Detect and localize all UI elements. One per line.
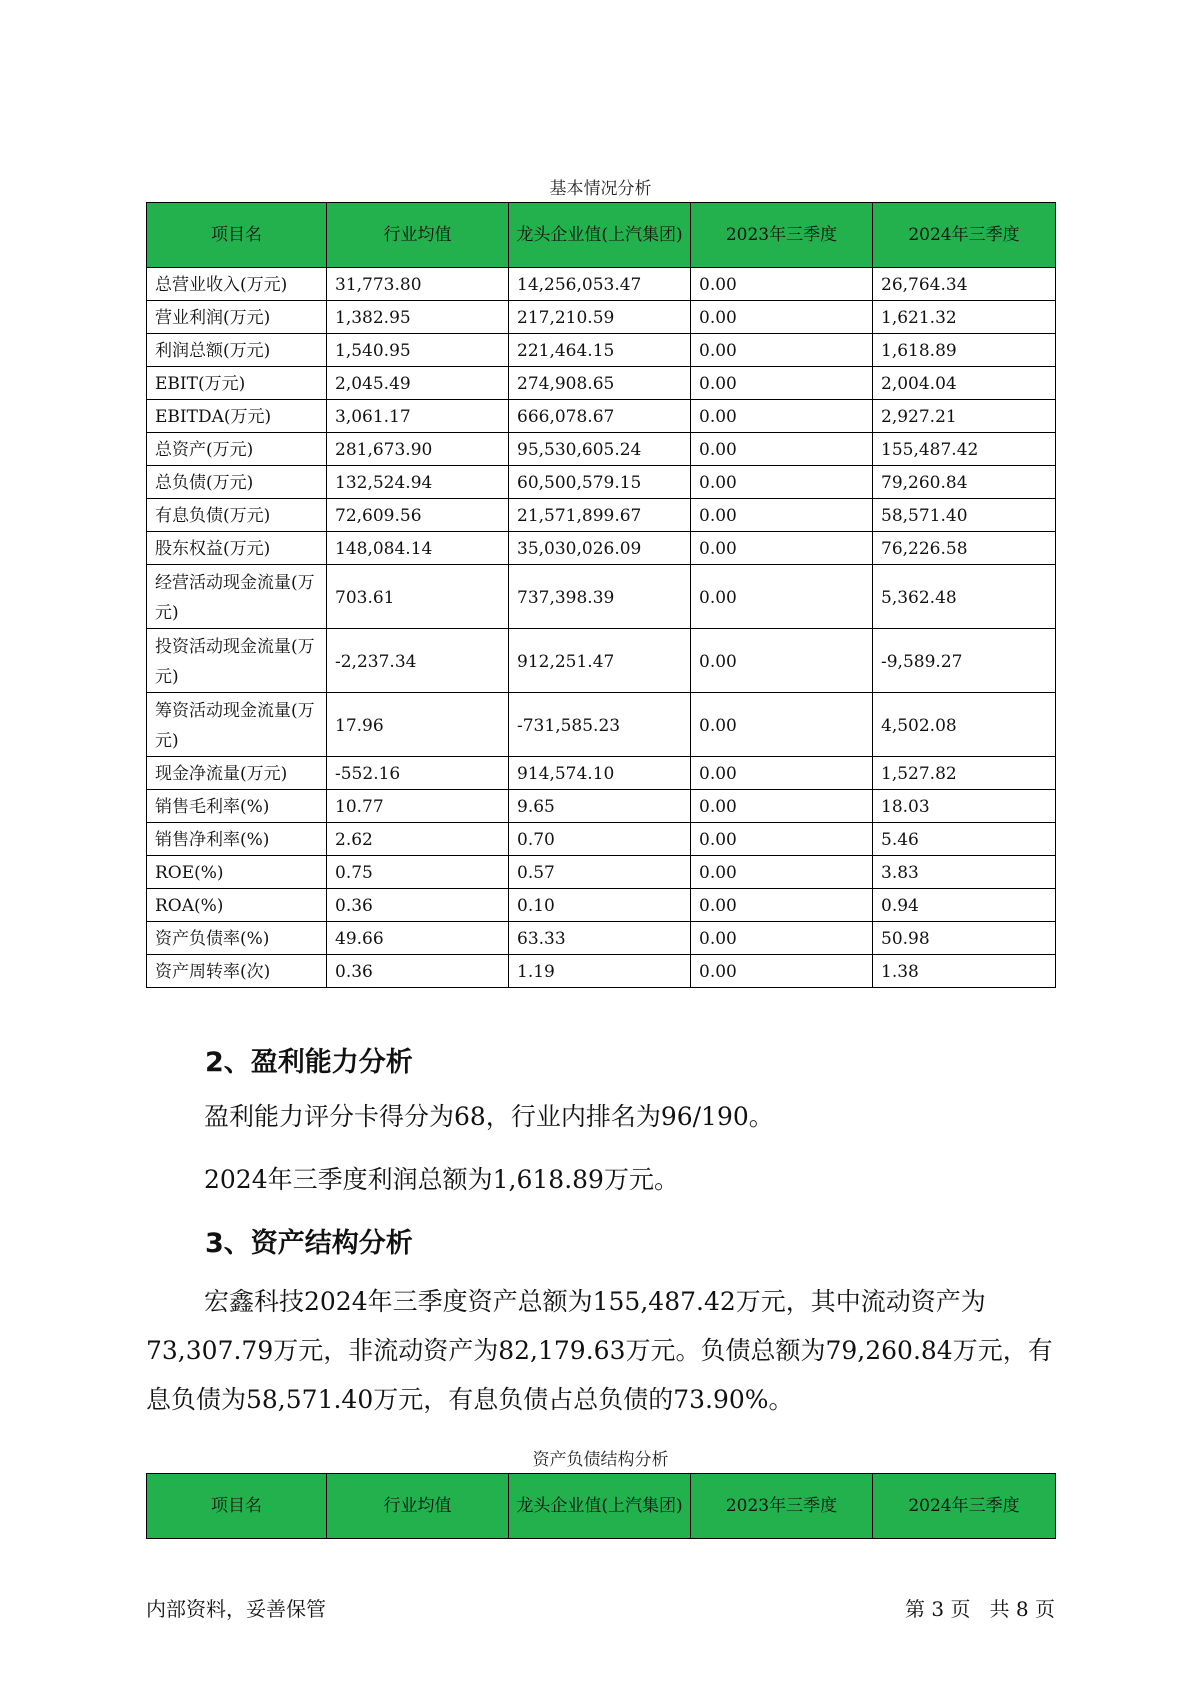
industry-avg-cell: 0.36: [327, 955, 509, 988]
table-caption-basic: 基本情况分析: [549, 179, 652, 199]
row-label: 投资活动现金流量(万元): [147, 629, 327, 693]
leader-value-cell: -731,585.23: [509, 693, 691, 757]
q3-2024-cell: 1,618.89: [873, 334, 1056, 367]
leader-value-cell: 912,251.47: [509, 629, 691, 693]
q3-2023-cell: 0.00: [691, 433, 873, 466]
q3-2024-cell: 155,487.42: [873, 433, 1056, 466]
balance-structure-table: [146, 1473, 1056, 1539]
industry-avg-cell: 2.62: [327, 823, 509, 856]
q3-2023-cell: 0.00: [691, 301, 873, 334]
basic-situation-table: [146, 202, 1056, 988]
leader-value-cell: 1.19: [509, 955, 691, 988]
header-industry-avg: 行业均值: [327, 203, 509, 268]
q3-2023-cell: 0.00: [691, 565, 873, 629]
row-label: 总营业收入(万元): [147, 268, 327, 301]
leader-value-cell: 0.57: [509, 856, 691, 889]
leader-value-cell: 35,030,026.09: [509, 532, 691, 565]
row-label: 股东权益(万元): [147, 532, 327, 565]
leader-value-cell: 60,500,579.15: [509, 466, 691, 499]
leader-value-cell: 274,908.65: [509, 367, 691, 400]
header-2023-q3: 2023年三季度: [691, 1474, 873, 1539]
q3-2024-cell: 3.83: [873, 856, 1056, 889]
table-row: [147, 823, 1056, 856]
industry-avg-cell: 703.61: [327, 565, 509, 629]
q3-2023-cell: 0.00: [691, 955, 873, 988]
q3-2023-cell: 0.00: [691, 629, 873, 693]
industry-avg-cell: 0.36: [327, 889, 509, 922]
leader-value-cell: 0.10: [509, 889, 691, 922]
q3-2024-cell: 0.94: [873, 889, 1056, 922]
table-row: [147, 955, 1056, 988]
industry-avg-cell: 281,673.90: [327, 433, 509, 466]
q3-2024-cell: 2,927.21: [873, 400, 1056, 433]
industry-avg-cell: 148,084.14: [327, 532, 509, 565]
q3-2023-cell: 0.00: [691, 823, 873, 856]
q3-2023-cell: 0.00: [691, 400, 873, 433]
q3-2024-cell: 5,362.48: [873, 565, 1056, 629]
table-row: [147, 334, 1056, 367]
q3-2023-cell: 0.00: [691, 367, 873, 400]
table-header-row: [147, 1474, 1056, 1539]
q3-2024-cell: 50.98: [873, 922, 1056, 955]
row-label: EBIT(万元): [147, 367, 327, 400]
row-label: 销售净利率(%): [147, 823, 327, 856]
industry-avg-cell: -552.16: [327, 757, 509, 790]
q3-2024-cell: 58,571.40: [873, 499, 1056, 532]
leader-value-cell: 14,256,053.47: [509, 268, 691, 301]
profit-total-text: 2024年三季度利润总额为1,618.89万元。: [204, 1165, 679, 1194]
industry-avg-cell: 0.75: [327, 856, 509, 889]
row-label: 资产负债率(%): [147, 922, 327, 955]
q3-2024-cell: 79,260.84: [873, 466, 1056, 499]
header-item-name: 项目名: [147, 1474, 327, 1539]
q3-2023-cell: 0.00: [691, 466, 873, 499]
row-label: 资产周转率(次): [147, 955, 327, 988]
q3-2024-cell: 4,502.08: [873, 693, 1056, 757]
row-label: 营业利润(万元): [147, 301, 327, 334]
table-row: [147, 433, 1056, 466]
q3-2023-cell: 0.00: [691, 693, 873, 757]
row-label: 筹资活动现金流量(万元): [147, 693, 327, 757]
header-leader-value: 龙头企业值(上汽集团): [509, 1474, 691, 1539]
q3-2024-cell: 5.46: [873, 823, 1056, 856]
q3-2023-cell: 0.00: [691, 757, 873, 790]
industry-avg-cell: 10.77: [327, 790, 509, 823]
table-caption-balance: 资产负债结构分析: [532, 1450, 669, 1470]
row-label: ROE(%): [147, 856, 327, 889]
footer-page-number: 第 3 页 共 8 页: [905, 1597, 1055, 1621]
q3-2023-cell: 0.00: [691, 856, 873, 889]
row-label: 现金净流量(万元): [147, 757, 327, 790]
table-row: [147, 400, 1056, 433]
footer-confidential: 内部资料，妥善保管: [146, 1597, 326, 1621]
q3-2023-cell: 0.00: [691, 790, 873, 823]
row-label: 有息负债(万元): [147, 499, 327, 532]
section-heading-profitability: 2、盈利能力分析: [205, 1047, 413, 1078]
profitability-score-text: 盈利能力评分卡得分为68，行业内排名为96/190。: [204, 1102, 774, 1131]
q3-2023-cell: 0.00: [691, 532, 873, 565]
q3-2024-cell: 2,004.04: [873, 367, 1056, 400]
industry-avg-cell: -2,237.34: [327, 629, 509, 693]
table-row: [147, 565, 1056, 629]
row-label: 总资产(万元): [147, 433, 327, 466]
table-row: [147, 757, 1056, 790]
row-label: 销售毛利率(%): [147, 790, 327, 823]
q3-2023-cell: 0.00: [691, 268, 873, 301]
q3-2023-cell: 0.00: [691, 922, 873, 955]
leader-value-cell: 914,574.10: [509, 757, 691, 790]
table-row: [147, 856, 1056, 889]
header-2024-q3: 2024年三季度: [873, 203, 1056, 268]
q3-2024-cell: 1.38: [873, 955, 1056, 988]
industry-avg-cell: 17.96: [327, 693, 509, 757]
industry-avg-cell: 1,382.95: [327, 301, 509, 334]
industry-avg-cell: 31,773.80: [327, 268, 509, 301]
q3-2023-cell: 0.00: [691, 334, 873, 367]
asset-structure-text: 宏鑫科技2024年三季度资产总额为155,487.42万元，其中流动资产为73,307.79万元，非流动资产为82,179.63万元。负债总额为79,260.84万元，有息负债为58,571.40万元，有息负债占总负债的73.90%。: [146, 1287, 1053, 1414]
header-2024-q3: 2024年三季度: [873, 1474, 1056, 1539]
q3-2024-cell: -9,589.27: [873, 629, 1056, 693]
leader-value-cell: 217,210.59: [509, 301, 691, 334]
table-row: [147, 268, 1056, 301]
table-row: [147, 301, 1056, 334]
q3-2024-cell: 1,527.82: [873, 757, 1056, 790]
row-label: 总负债(万元): [147, 466, 327, 499]
row-label: 经营活动现金流量(万元): [147, 565, 327, 629]
q3-2024-cell: 1,621.32: [873, 301, 1056, 334]
table-row: [147, 693, 1056, 757]
leader-value-cell: 63.33: [509, 922, 691, 955]
header-2023-q3: 2023年三季度: [691, 203, 873, 268]
leader-value-cell: 666,078.67: [509, 400, 691, 433]
leader-value-cell: 0.70: [509, 823, 691, 856]
leader-value-cell: 21,571,899.67: [509, 499, 691, 532]
table-row: [147, 466, 1056, 499]
table-header-row: [147, 203, 1056, 268]
table-row: [147, 790, 1056, 823]
industry-avg-cell: 3,061.17: [327, 400, 509, 433]
leader-value-cell: 9.65: [509, 790, 691, 823]
industry-avg-cell: 132,524.94: [327, 466, 509, 499]
industry-avg-cell: 2,045.49: [327, 367, 509, 400]
leader-value-cell: 95,530,605.24: [509, 433, 691, 466]
q3-2024-cell: 76,226.58: [873, 532, 1056, 565]
table-row: [147, 889, 1056, 922]
table-row: [147, 499, 1056, 532]
q3-2023-cell: 0.00: [691, 499, 873, 532]
row-label: 利润总额(万元): [147, 334, 327, 367]
leader-value-cell: 737,398.39: [509, 565, 691, 629]
table-row: [147, 532, 1056, 565]
table-row: [147, 367, 1056, 400]
section-heading-asset-structure: 3、资产结构分析: [205, 1228, 413, 1259]
row-label: EBITDA(万元): [147, 400, 327, 433]
q3-2024-cell: 18.03: [873, 790, 1056, 823]
table-row: [147, 922, 1056, 955]
industry-avg-cell: 1,540.95: [327, 334, 509, 367]
industry-avg-cell: 72,609.56: [327, 499, 509, 532]
industry-avg-cell: 49.66: [327, 922, 509, 955]
header-leader-value: 龙头企业值(上汽集团): [509, 203, 691, 268]
header-industry-avg: 行业均值: [327, 1474, 509, 1539]
header-item-name: 项目名: [147, 203, 327, 268]
leader-value-cell: 221,464.15: [509, 334, 691, 367]
row-label: ROA(%): [147, 889, 327, 922]
q3-2023-cell: 0.00: [691, 889, 873, 922]
table-row: [147, 629, 1056, 693]
q3-2024-cell: 26,764.34: [873, 268, 1056, 301]
